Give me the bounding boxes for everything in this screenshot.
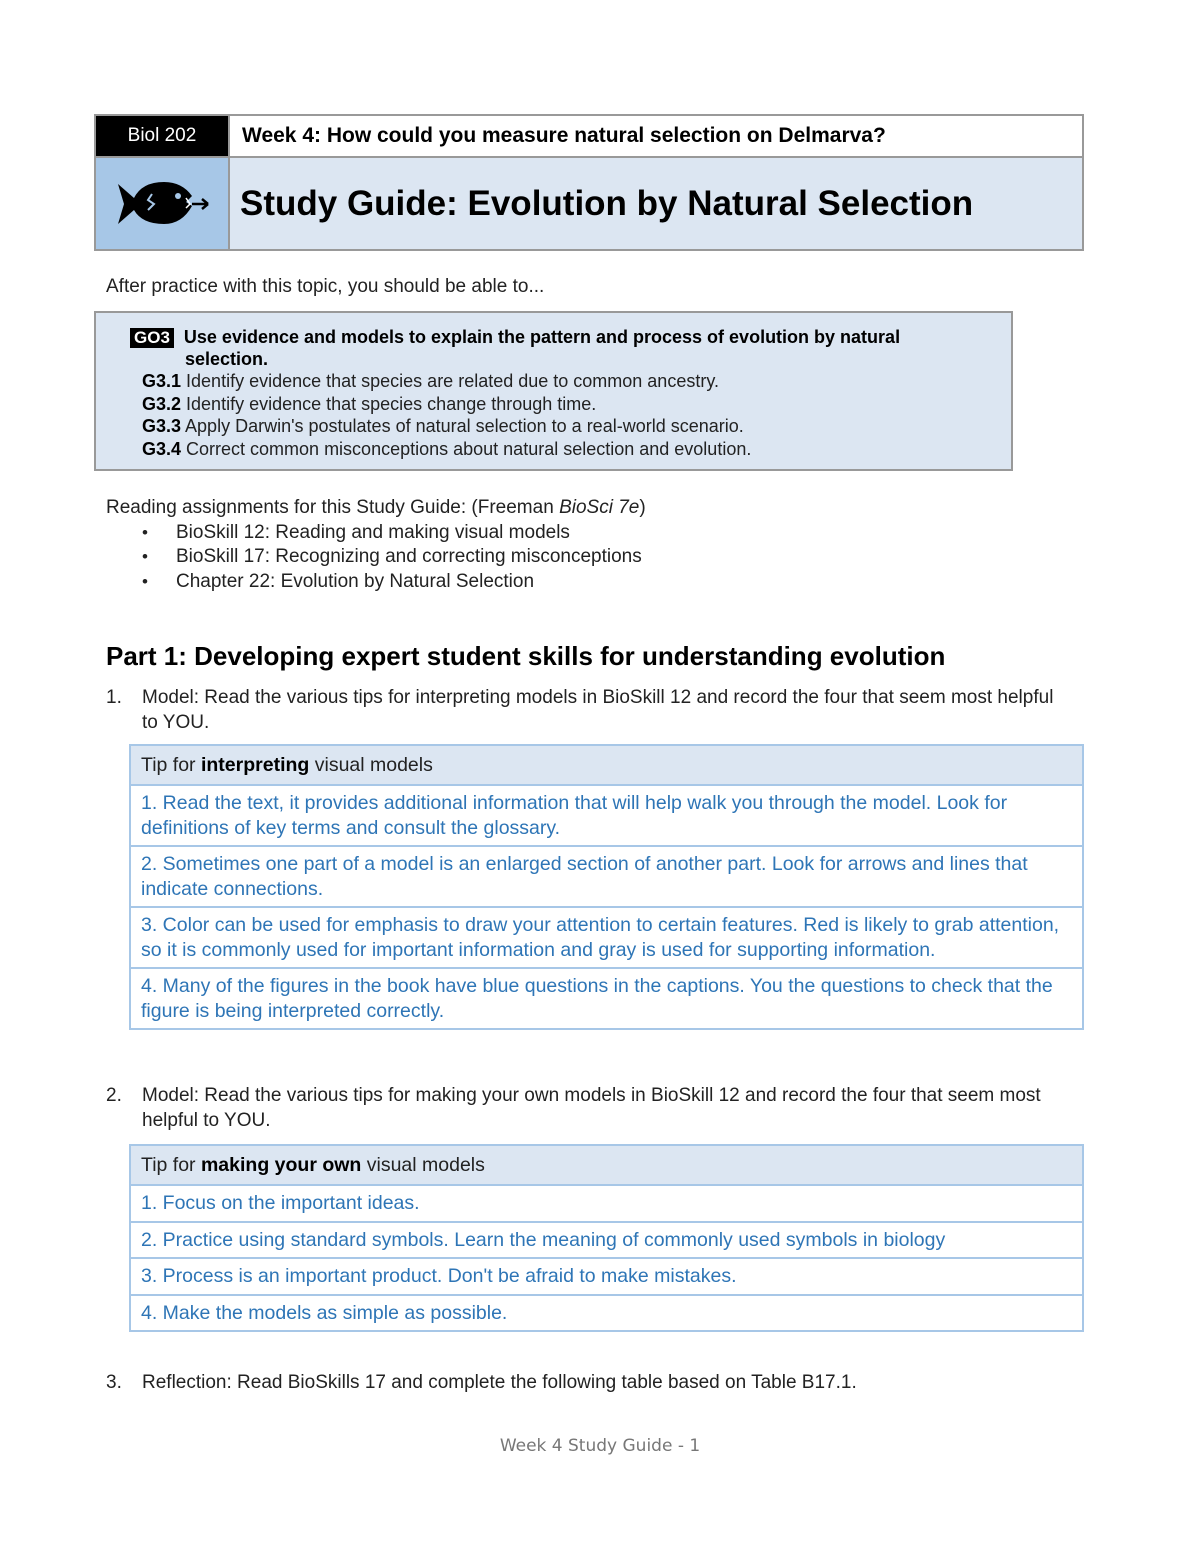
question-3: 3. Reflection: Read BioSkills 17 and complete the following table based on Table B17.1. (106, 1372, 857, 1393)
course-label: Biol 202 (96, 116, 230, 156)
list-item: • Chapter 22: Evolution by Natural Selection (106, 570, 646, 595)
question-2: 2. Model: Read the various tips for making your own models in BioSkill 12 and record the four that seem most helpful to YOU. (106, 1085, 1041, 1131)
goal-item: G3.2 Identify evidence that species change through time. (142, 393, 597, 414)
table-header: Tip for interpreting visual models (131, 746, 1082, 786)
table-row[interactable]: 2. Practice using standard symbols. Learn the meaning of commonly used symbols in biology (131, 1223, 1082, 1260)
intro-text: After practice with this topic, you should be able to... (106, 276, 545, 297)
section-heading: Part 1: Developing expert student skills for understanding evolution (106, 641, 946, 671)
goal-heading-cont: selection. (185, 349, 269, 369)
table-row[interactable]: 3. Color can be used for emphasis to draw your attention to certain features. Red is likely to grab attention, so it is commonly used for important information and gray is used for supporting information. (131, 908, 1082, 969)
fish-icon (96, 158, 230, 249)
reading-assignments (106, 496, 646, 594)
table-row[interactable]: 2. Sometimes one part of a model is an enlarged section of another part. Look for arrows and lines that indicate connections. (131, 847, 1082, 908)
table-row[interactable]: 4. Make the models as simple as possible. (141, 1301, 508, 1324)
goal-item: G3.4 Correct common misconceptions about natural selection and evolution. (142, 438, 752, 459)
page-footer: Week 4 Study Guide - 1 (499, 1436, 701, 1456)
tips-table-interpreting (129, 744, 1084, 1030)
header-table (94, 114, 1084, 251)
week-title: Week 4: How could you measure natural selection on Delmarva? (242, 124, 886, 147)
question-1: 1. Model: Read the various tips for interpreting models in BioSkill 12 and record the four that seem most helpful to YOU. (106, 687, 1054, 733)
guide-title: Study Guide: Evolution by Natural Selection (230, 158, 1082, 249)
table-header: Tip for making your own visual models (131, 1146, 1082, 1186)
table-row[interactable]: 3. Process is an important product. Don't be afraid to make mistakes. (131, 1259, 1082, 1296)
goal-box (94, 311, 1013, 471)
table-row[interactable]: 4. Many of the figures in the book have blue questions in the captions. You the questions to check that the figure is being interpreted correctly. (141, 975, 1053, 1022)
table-row[interactable]: 1. Focus on the important ideas. (131, 1186, 1082, 1223)
goal-item: G3.3 Apply Darwin's postulates of natural selection to a real-world scenario. (142, 416, 744, 436)
reading-intro: Reading assignments for this Study Guide: (Freeman BioSci 7e) (106, 497, 646, 518)
list-item: • BioSkill 12: Reading and making visual models (106, 521, 646, 546)
goal-heading: Use evidence and models to explain the pattern and process of evolution by natural (183, 327, 901, 347)
goal-item: G3.1 Identify evidence that species are related due to common ancestry. (142, 371, 719, 391)
tips-table-making (129, 1144, 1084, 1332)
goal-items (142, 370, 751, 460)
table-row[interactable]: 1. Read the text, it provides additional information that will help walk you through the model. Look for definitions of key terms and consult the glossary. (131, 786, 1082, 847)
goal-badge: GO3 (130, 328, 174, 348)
list-item: • BioSkill 17: Recognizing and correcting misconceptions (106, 545, 646, 570)
